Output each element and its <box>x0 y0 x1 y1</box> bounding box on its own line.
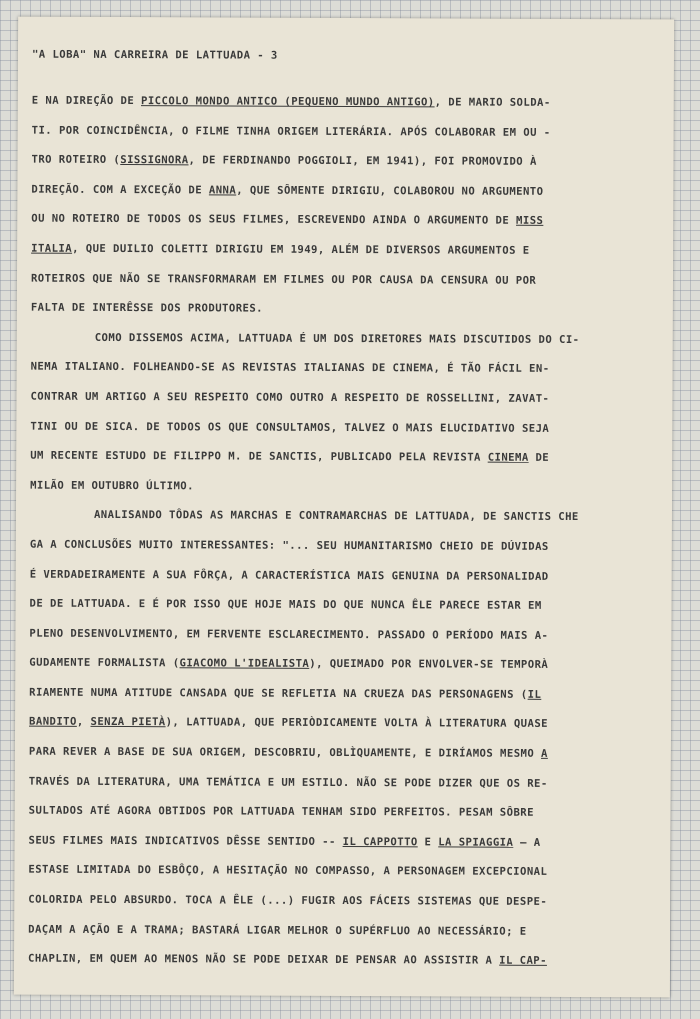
text-run: OU NO ROTEIRO DE TODOS OS SEUS FILMES, ESCREVENDO AINDA O ARGUMENTO DE <box>31 213 517 228</box>
text-line <box>29 708 663 740</box>
text-run: SULTADOS ATÉ AGORA OBTIDOS POR LATTUADA TENHAM SIDO PERFEITOS. PESAM SÔBRE <box>28 804 534 820</box>
underlined-title: IL CAP- <box>499 954 547 968</box>
text-run: RIAMENTE NUMA ATITUDE CANSADA QUE SE REFLETIA NA CRUEZA DAS PERSONAGENS ( <box>29 686 528 701</box>
text-line <box>32 87 666 119</box>
text-run: , DE MARIO SOLDA- <box>434 96 551 109</box>
underlined-title: IL <box>527 688 542 701</box>
text-line <box>31 205 665 237</box>
page-header: "A LOBA" NA CARREIRA DE LATTUADA - 3 <box>31 48 278 62</box>
text-run: DE DE LATTUADA. E É POR ISSO QUE HOJE MAIS DO QUE NUNCA ÊLE PARECE ESTAR EM <box>29 597 542 612</box>
text-run: UM RECENTE ESTUDO DE FILIPPO M. DE SANCTIS, PUBLICADO PELA REVISTA <box>30 449 488 464</box>
typewritten-page <box>14 17 674 998</box>
text-line <box>28 945 662 977</box>
underlined-title: SISSIGNORA <box>120 154 189 167</box>
text-run: DAÇAM A AÇÃO E A TRAMA; BASTARÁ LIGAR MELHOR O SUPÉRFLUO AO NECESSÁRIO; E <box>28 923 527 938</box>
page-body <box>28 43 666 978</box>
text-run: , QUE DUILIO COLETTI DIRIGIU EM 1949, ALÉM DE DIVERSOS ARGUMENTOS E <box>72 242 530 257</box>
text-run: ANALISANDO TÔDAS AS MARCHAS E CONTRAMARCHAS DE LATTUADA, DE SANCTIS CHE <box>93 509 579 524</box>
text-run: PLENO DESENVOLVIMENTO, EM FERVENTE ESCLARECIMENTO. PASSADO O PERÍODO MAIS A- <box>29 627 549 642</box>
text-line <box>29 619 663 651</box>
text-run: E NA DIREÇÃO DE <box>31 94 142 108</box>
text-line <box>31 294 665 326</box>
text-line <box>30 560 664 592</box>
text-run: TRO ROTEIRO ( <box>31 153 121 167</box>
text-run: ), LATTUADA, QUE PERIÒDICAMENTE VOLTA À LITERATURA QUASE <box>165 716 549 731</box>
text-line <box>30 590 664 622</box>
text-run: CONTRAR UM ARTIGO A SEU RESPEITO COMO OUTRO A RESPEITO DE ROSSELLINI, ZAVAT- <box>30 390 550 405</box>
text-run: COMO DISSEMOS ACIMA, LATTUADA É UM DOS DIRETORES MAIS DISCUTIDOS DO CI- <box>94 331 580 346</box>
text-run: SEUS FILMES MAIS INDICATIVOS DÊSSE SENTIDO -- <box>28 834 343 848</box>
text-line <box>28 886 662 918</box>
text-line <box>31 235 665 267</box>
underlined-title: BANDITO <box>29 716 77 729</box>
text-run: ROTEIROS QUE NÃO SE TRANSFORMARAM EM FILMES OU POR CAUSA DA CENSURA OU POR <box>30 272 537 287</box>
text-line <box>30 471 664 503</box>
text-line <box>29 679 663 711</box>
text-run: NEMA ITALIANO. FOLHEANDO-SE AS REVISTAS ITALIANAS DE CINEMA, É TÃO FÁCIL EN- <box>30 360 550 376</box>
underlined-title: A <box>541 747 548 760</box>
text-line <box>30 383 664 415</box>
underlined-title: LA SPIAGGIA <box>438 836 514 849</box>
text-line <box>28 826 662 858</box>
text-line <box>30 531 664 563</box>
underlined-title: ANNA <box>208 184 237 197</box>
underlined-title: ITALIA <box>31 242 73 255</box>
text-line <box>31 146 665 178</box>
underlined-title: CINEMA <box>487 451 529 464</box>
text-run: , <box>76 716 91 729</box>
text-line <box>31 264 665 296</box>
text-run: ESTASE LIMITADA DO ESBÔÇO, A HESITAÇÃO NO COMPASSO, A PERSONAGEM EXCEPCIONAL <box>28 864 548 879</box>
body-text <box>28 87 666 978</box>
text-run: COLORIDA PELO ABSURDO. TOCA A ÊLE (...) FUGIR AOS FÁCEIS SISTEMAS QUE DESPE- <box>28 893 548 908</box>
text-run: FALTA DE INTERÊSSE DOS PRODUTORES. <box>30 301 264 315</box>
text-line <box>32 116 666 148</box>
text-line <box>31 323 665 355</box>
text-line <box>30 442 664 474</box>
text-line <box>29 649 663 681</box>
underlined-title: MISS <box>516 215 544 228</box>
text-run: É VERDADEIRAMENTE A SUA FÔRÇA, A CARACTERÍSTICA MAIS GENUINA DA PERSONALIDAD <box>29 568 549 583</box>
text-line <box>29 797 663 829</box>
underlined-title: GIACOMO L'IDEALISTA <box>179 657 310 671</box>
text-run: ), QUEIMADO POR ENVOLVER-SE TEMPORÀ <box>309 658 549 672</box>
underlined-title: IL CAPPOTTO <box>342 835 418 849</box>
text-line <box>28 856 662 888</box>
text-line <box>31 175 665 207</box>
text-line <box>30 501 664 533</box>
text-run: PARA REVER A BASE DE SUA ORIGEM, DESCOBRIU, OBLÌQUAMENTE, E DIRÍAMOS MESMO <box>28 745 542 760</box>
text-run: GUDAMENTE FORMALISTA ( <box>29 656 180 670</box>
text-line <box>30 412 664 444</box>
text-line <box>29 767 663 799</box>
text-run: CHAPLIN, EM QUEM AO MENOS NÃO SE PODE DEIXAR DE PENSAR AO ASSISTIR A <box>27 952 500 967</box>
underlined-title: PICCOLO MONDO ANTICO (PEQUENO MUNDO ANTIGO) <box>140 95 435 109</box>
text-run: , DE FERDINANDO POGGIOLI, EM 1941), FOI PROMOVIDO À <box>188 154 537 169</box>
text-run: DIREÇÃO. COM A EXCEÇÃO DE <box>31 183 209 197</box>
text-line <box>29 738 663 770</box>
text-line <box>28 915 662 947</box>
text-run: TINI OU DE SICA. DE TODOS OS QUE CONSULTAMOS, TALVEZ O MAIS ELUCIDATIVO SEJA <box>30 420 550 435</box>
underlined-title: SENZA PIETÀ <box>90 716 166 729</box>
text-run: TI. POR COINCIDÊNCIA, O FILME TINHA ORIGEM LITERÁRIA. APÓS COLABORAR EM OU - <box>31 124 551 139</box>
text-run: DE <box>528 451 550 465</box>
text-run: GA A CONCLUSÕES MUITO INTERESSANTES: "... SEU HUMANITARISMO CHEIO DE DÚVIDAS <box>29 538 549 553</box>
text-run: MILÃO EM OUTUBRO ÚLTIMO. <box>30 479 194 493</box>
text-line <box>31 353 665 385</box>
text-run: — A <box>513 836 541 849</box>
text-run: TRAVÉS DA LITERATURA, UMA TEMÁTICA E UM ESTILO. NÃO SE PODE DIZER QUE OS RE- <box>28 775 548 790</box>
text-run: , QUE SÔMENTE DIRIGIU, COLABOROU NO ARGUMENTO <box>236 184 544 198</box>
text-run: E <box>417 836 439 849</box>
